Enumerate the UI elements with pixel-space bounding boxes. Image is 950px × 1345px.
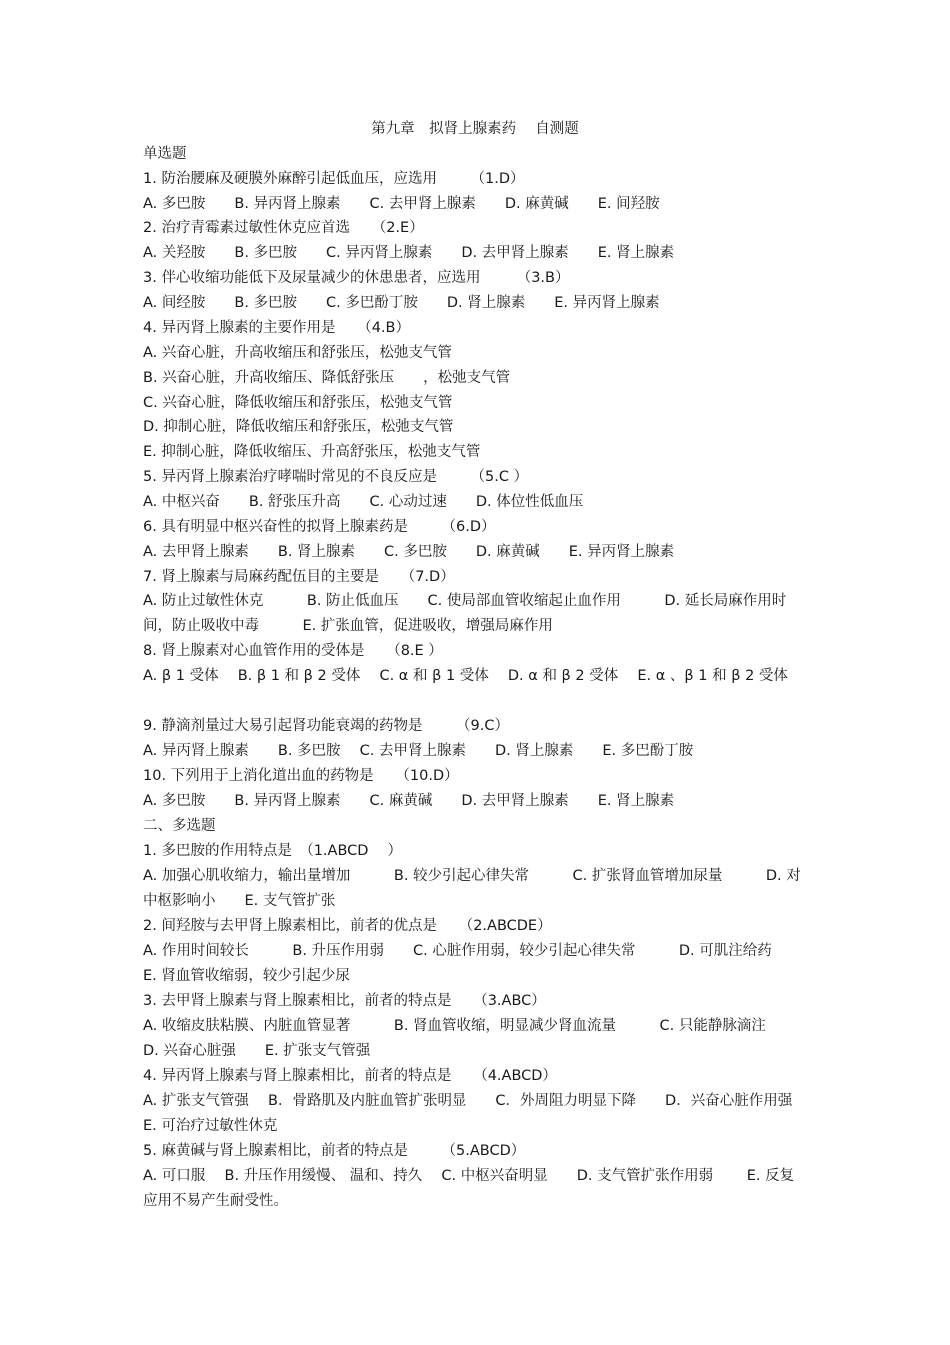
options-2: A. 关羟胺 B. 多巴胺 C. 异丙肾上腺素 D. 去甲肾上腺素 E. 肾上腺素 <box>143 245 675 261</box>
question-10: 10. 下列用于上消化道出血的药物是 （10.D） <box>143 768 459 784</box>
multi-question-2: 2. 间羟胺与去甲肾上腺素相比，前者的优点是 （2.ABCDE） <box>143 918 552 934</box>
question-1: 1. 防治腰麻及硬膜外麻醉引起低血压，应选用 （1.D） <box>143 171 525 187</box>
options-6: A. 去甲肾上腺素 B. 肾上腺素 C. 多巴胺 D. 麻黄碱 E. 异丙肾上腺素 <box>143 544 675 560</box>
options-1: A. 多巴胺 B. 异丙肾上腺素 C. 去甲肾上腺素 D. 麻黄碱 E. 间羟胺 <box>143 196 660 212</box>
question-2: 2. 治疗青霉素过敏性休克应首选 （2.E） <box>143 220 424 236</box>
multi-question-3: 3. 去甲肾上腺素与肾上腺素相比，前者的特点是 （3.ABC） <box>143 993 546 1009</box>
options-3: A. 间经胺 B. 多巴胺 C. 多巴酚丁胺 D. 肾上腺素 E. 异丙肾上腺素 <box>143 295 660 311</box>
multi-options-1: A. 加强心肌收缩力，输出量增加 B. 较少引起心律失常 C. 扩张肾血管增加尿量 D. 对中枢影响小 E. 支气管扩张 <box>143 868 801 909</box>
multi-options-3: A. 收缩皮肤粘膜、内脏血管显著 B. 肾血管收缩，明显减少肾血流量 C. 只能静脉滴注 D. 兴奋心脏强 E. 扩张支气管强 <box>143 1018 795 1059</box>
multi-options-5: A. 可口服 B. 升压作用缓慢、 温和、持久 C. 中枢兴奋明显 D. 支气管扩张作用弱 E. 反复应用不易产生耐受性。 <box>143 1168 795 1209</box>
option-4e: E. 抑制心脏，降低收缩压、升高舒张压，松弛支气管 <box>143 444 481 460</box>
question-5: 5. 异丙肾上腺素治疗哮喘时常见的不良反应是 （5.C ） <box>143 469 529 485</box>
options-9: A. 异丙肾上腺素 B. 多巴胺 C. 去甲肾上腺素 D. 肾上腺素 E. 多巴酚丁胺 <box>143 743 694 759</box>
question-4: 4. 异丙肾上腺素的主要作用是 （4.B） <box>143 320 410 336</box>
question-3: 3. 伴心收缩功能低下及尿量减少的休患患者，应选用 （3.B） <box>143 270 570 286</box>
multi-question-5: 5. 麻黄碱与肾上腺素相比，前者的特点是 （5.ABCD） <box>143 1143 526 1159</box>
section-heading-single: 单选题 <box>143 146 187 162</box>
section-heading-multi: 二、多选题 <box>143 818 216 834</box>
question-9: 9. 静滴剂量过大易引起肾功能衰竭的药物是 （9.C） <box>143 718 510 734</box>
options-10: A. 多巴胺 B. 异丙肾上腺素 C. 麻黄碱 D. 去甲肾上腺素 E. 肾上腺素 <box>143 793 675 809</box>
multi-question-4: 4. 异丙肾上腺素与肾上腺素相比，前者的特点是 （4.ABCD） <box>143 1068 557 1084</box>
options-8: A. β 1 受体 B. β 1 和 β 2 受体 C. α 和 β 1 受体 D. α 和 β 2 受体 E. α 、β 1 和 β 2 受体 <box>143 668 788 684</box>
options-7: A. 防止过敏性休克 B. 防止低血压 C. 使局部血管收缩起止血作用 D. 延长局麻作用时间，防止吸收中毒 E. 扩张血管，促进吸收，增强局麻作用 <box>143 593 787 634</box>
question-8: 8. 肾上腺素对心血管作用的受体是 （8.E ） <box>143 643 443 659</box>
multi-options-2: A. 作用时间较长 B. 升压作用弱 C. 心脏作用弱，较少引起心律失常 D. 可肌注给药 E. 肾血管收缩弱，较少引起少尿 <box>143 943 816 984</box>
question-7: 7. 肾上腺素与局麻药配伍目的主要是 （7.D） <box>143 569 455 585</box>
options-5: A. 中枢兴奋 B. 舒张压升高 C. 心动过速 D. 体位性低血压 <box>143 494 584 510</box>
option-4d: D. 抑制心脏，降低收缩压和舒张压，松弛支气管 <box>143 419 454 435</box>
multi-question-1: 1. 多巴胺的作用特点是 （1.ABCD ） <box>143 843 403 859</box>
option-4b: B. 兴奋心脏，升高收缩压、降低舒张压 ，松弛支气管 <box>143 370 511 386</box>
page-title: 第九章 拟肾上腺素药 自测题 <box>371 121 579 137</box>
option-4c: C. 兴奋心脏，降低收缩压和舒张压，松弛支气管 <box>143 395 453 411</box>
question-6: 6. 具有明显中枢兴奋性的拟肾上腺素药是 （6.D） <box>143 519 496 535</box>
multi-options-4: A. 扩张支气管强 B．骨路肌及内脏血管扩张明显 C．外周阻力明显下降 D．兴奋心脏作用强 E. 可治疗过敏性休克 <box>143 1093 812 1134</box>
option-4a: A. 兴奋心脏，升高收缩压和舒张压，松弛支气管 <box>143 345 452 361</box>
